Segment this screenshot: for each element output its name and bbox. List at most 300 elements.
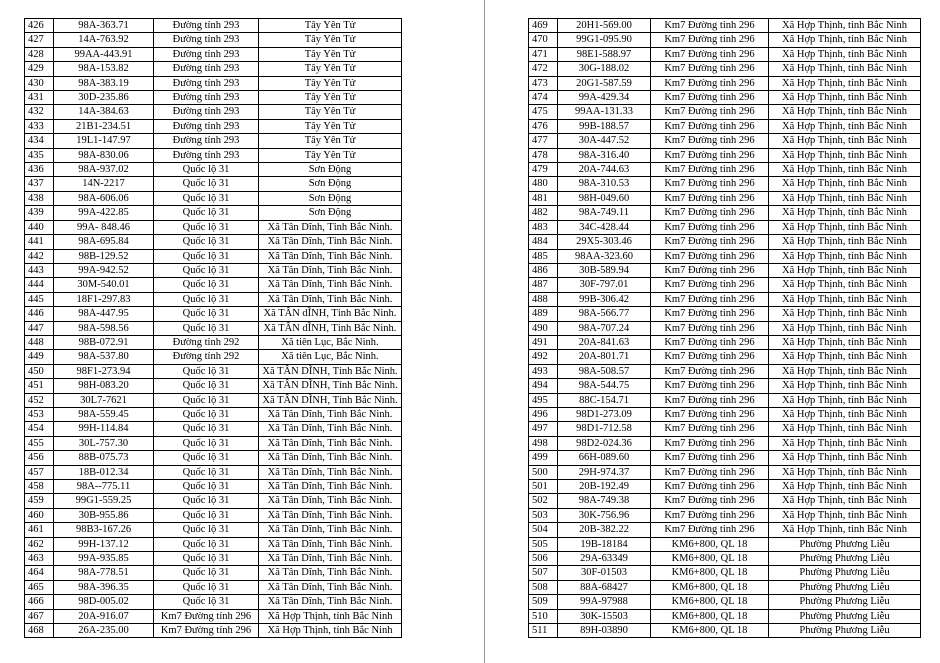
location-cell: Km7 Đường tỉnh 296 [651,436,769,450]
plate-number-cell: 99A-942.52 [54,263,154,277]
row-number-cell: 443 [25,263,54,277]
commune-cell: Xã Hợp Thịnh, tỉnh Bắc Ninh [769,76,921,90]
plate-number-cell: 98B-129.52 [54,249,154,263]
plate-number-cell: 34C-428.44 [558,220,651,234]
commune-cell: Xã Hợp Thịnh, tỉnh Bắc Ninh [769,206,921,220]
table-row [25,47,402,61]
row-number-cell: 473 [529,76,558,90]
row-number-cell: 509 [529,595,558,609]
row-number-cell: 462 [25,537,54,551]
row-number-cell: 447 [25,321,54,335]
plate-number-cell: 98D1-273.09 [558,407,651,421]
commune-cell: Xã Hợp Thịnh, tỉnh Bắc Ninh [769,134,921,148]
plate-number-cell: 98D1-712.58 [558,422,651,436]
commune-cell: Xã Hợp Thịnh, tỉnh Bắc Ninh [259,624,402,638]
table-row [25,278,402,292]
location-cell: Km7 Đường tỉnh 296 [651,335,769,349]
commune-cell: Phường Phương Liễu [769,624,921,638]
commune-cell: Xã Hợp Thịnh, tỉnh Bắc Ninh [769,407,921,421]
location-cell: Quốc lộ 31 [154,407,259,421]
location-cell: Quốc lộ 31 [154,249,259,263]
plate-number-cell: 14A-384.63 [54,105,154,119]
commune-cell: Xã Tân Dĩnh, Tỉnh Bắc Ninh. [259,537,402,551]
table-row [529,407,921,421]
commune-cell: Xã Hợp Thịnh, tỉnh Bắc Ninh [769,393,921,407]
plate-number-cell: 98A-778.51 [54,566,154,580]
row-number-cell: 508 [529,580,558,594]
table-row [529,148,921,162]
row-number-cell: 485 [529,249,558,263]
location-cell: KM6+800, QL 18 [651,580,769,594]
commune-cell: Tây Yên Tử [259,119,402,133]
row-number-cell: 498 [529,436,558,450]
table-row [529,220,921,234]
location-cell: Km7 Đường tỉnh 296 [651,206,769,220]
table-row [529,62,921,76]
table-row [25,249,402,263]
plate-number-cell: 88B-075.73 [54,451,154,465]
table-row [529,350,921,364]
plate-number-cell: 20A-744.63 [558,163,651,177]
table-row [529,235,921,249]
commune-cell: Phường Phương Liễu [769,595,921,609]
location-cell: Km7 Đường tỉnh 296 [651,47,769,61]
row-number-cell: 494 [529,379,558,393]
commune-cell: Xã Hợp Thịnh, tỉnh Bắc Ninh [769,379,921,393]
table-row [529,465,921,479]
row-number-cell: 427 [25,33,54,47]
row-number-cell: 451 [25,379,54,393]
commune-cell: Sơn Động [259,177,402,191]
row-number-cell: 440 [25,220,54,234]
row-number-cell: 480 [529,177,558,191]
location-cell: Km7 Đường tỉnh 296 [651,191,769,205]
location-cell: Km7 Đường tỉnh 296 [651,307,769,321]
commune-cell: Tây Yên Tử [259,62,402,76]
table-row [25,480,402,494]
commune-cell: Xã Tân Dĩnh, Tỉnh Bắc Ninh. [259,595,402,609]
row-number-cell: 455 [25,436,54,450]
table-row [25,451,402,465]
table-row [25,76,402,90]
location-cell: Quốc lộ 31 [154,595,259,609]
location-cell: Đường tỉnh 293 [154,47,259,61]
plate-number-cell: 20H1-569.00 [558,19,651,33]
row-number-cell: 433 [25,119,54,133]
location-cell: Km7 Đường tỉnh 296 [651,393,769,407]
commune-cell: Xã Tân Dĩnh, Tỉnh Bắc Ninh. [259,436,402,450]
commune-cell: Xã Tân Dĩnh, Tỉnh Bắc Ninh. [259,494,402,508]
commune-cell: Xã Hợp Thịnh, tỉnh Bắc Ninh [769,119,921,133]
commune-cell: Tây Yên Tử [259,148,402,162]
table-row [25,379,402,393]
row-number-cell: 472 [529,62,558,76]
table-row [25,177,402,191]
table-row [529,422,921,436]
row-number-cell: 426 [25,19,54,33]
location-cell: Đường tỉnh 292 [154,350,259,364]
left-violation-table [24,18,402,638]
plate-number-cell: 99H-137.12 [54,537,154,551]
plate-number-cell: 30K-15503 [558,609,651,623]
plate-number-cell: 99H-114.84 [54,422,154,436]
row-number-cell: 506 [529,552,558,566]
commune-cell: Xã Hợp Thịnh, tỉnh Bắc Ninh [769,47,921,61]
table-row [529,263,921,277]
commune-cell: Xã TÂN dĨNH, Tỉnh Bắc Ninh. [259,307,402,321]
plate-number-cell: 30F-797.01 [558,278,651,292]
page-divider [484,0,485,663]
plate-number-cell: 30A-447.52 [558,134,651,148]
location-cell: Km7 Đường tỉnh 296 [651,465,769,479]
plate-number-cell: 98D2-024.36 [558,436,651,450]
commune-cell: Tây Yên Tử [259,19,402,33]
commune-cell: Xã Hợp Thịnh, tỉnh Bắc Ninh [769,508,921,522]
table-row [25,91,402,105]
plate-number-cell: 29H-974.37 [558,465,651,479]
commune-cell: Xã Hợp Thịnh, tỉnh Bắc Ninh [769,33,921,47]
location-cell: Km7 Đường tỉnh 296 [651,148,769,162]
commune-cell: Xã Hợp Thịnh, tỉnh Bắc Ninh [769,364,921,378]
row-number-cell: 484 [529,235,558,249]
plate-number-cell: 18B-012.34 [54,465,154,479]
table-row [25,163,402,177]
location-cell: Quốc lộ 31 [154,436,259,450]
location-cell: Km7 Đường tỉnh 296 [651,19,769,33]
row-number-cell: 496 [529,407,558,421]
location-cell: Đường tỉnh 293 [154,119,259,133]
location-cell: Quốc lộ 31 [154,422,259,436]
commune-cell: Xã Tân Dĩnh, Tỉnh Bắc Ninh. [259,292,402,306]
table-row [529,393,921,407]
plate-number-cell: 98A-447.95 [54,307,154,321]
location-cell: Km7 Đường tỉnh 296 [651,364,769,378]
table-row [25,307,402,321]
table-row [529,278,921,292]
row-number-cell: 434 [25,134,54,148]
row-number-cell: 460 [25,508,54,522]
location-cell: Km7 Đường tỉnh 296 [651,163,769,177]
commune-cell: Tây Yên Tử [259,134,402,148]
row-number-cell: 432 [25,105,54,119]
plate-number-cell: 98A-316.40 [558,148,651,162]
location-cell: KM6+800, QL 18 [651,566,769,580]
table-row [529,163,921,177]
location-cell: Quốc lộ 31 [154,292,259,306]
commune-cell: Xã Hợp Thịnh, tỉnh Bắc Ninh [769,436,921,450]
table-row [25,19,402,33]
commune-cell: Xã Tân Dĩnh, Tỉnh Bắc Ninh. [259,263,402,277]
commune-cell: Xã Hợp Thịnh, tỉnh Bắc Ninh [769,105,921,119]
commune-cell: Xã Tân Dĩnh, Tỉnh Bắc Ninh. [259,407,402,421]
location-cell: Km7 Đường tỉnh 296 [651,263,769,277]
location-cell: Km7 Đường tỉnh 296 [651,407,769,421]
row-number-cell: 446 [25,307,54,321]
commune-cell: Xã Hợp Thịnh, tỉnh Bắc Ninh [769,480,921,494]
plate-number-cell: 98A-937.02 [54,163,154,177]
plate-number-cell: 98A-707.24 [558,321,651,335]
row-number-cell: 490 [529,321,558,335]
commune-cell: Xã Hợp Thịnh, tỉnh Bắc Ninh [769,350,921,364]
plate-number-cell: 29X5-303.46 [558,235,651,249]
commune-cell: Xã Hợp Thịnh, tỉnh Bắc Ninh [769,465,921,479]
commune-cell: Xã TÂN DĨNH, Tỉnh Bắc Ninh. [259,393,402,407]
location-cell: Đường tỉnh 293 [154,105,259,119]
table-row [529,494,921,508]
table-row [529,47,921,61]
table-row [25,321,402,335]
location-cell: KM6+800, QL 18 [651,552,769,566]
table-row [25,465,402,479]
commune-cell: Xã TÂN dĨNH, Tỉnh Bắc Ninh. [259,321,402,335]
plate-number-cell: 98A-598.56 [54,321,154,335]
table-row [25,537,402,551]
table-row [529,119,921,133]
table-row [529,335,921,349]
location-cell: Km7 Đường tỉnh 296 [651,350,769,364]
location-cell: Đường tỉnh 293 [154,76,259,90]
row-number-cell: 470 [529,33,558,47]
row-number-cell: 487 [529,278,558,292]
commune-cell: Tây Yên Tử [259,33,402,47]
commune-cell: Xã Hợp Thịnh, tỉnh Bắc Ninh [769,220,921,234]
commune-cell: Xã Hợp Thịnh, tỉnh Bắc Ninh [769,163,921,177]
commune-cell: Xã Hợp Thịnh, tỉnh Bắc Ninh [769,263,921,277]
row-number-cell: 481 [529,191,558,205]
table-row [529,508,921,522]
location-cell: Quốc lộ 31 [154,379,259,393]
location-cell: Quốc lộ 31 [154,566,259,580]
table-row [529,321,921,335]
table-row [25,134,402,148]
table-row [25,62,402,76]
plate-number-cell: 98A-544.75 [558,379,651,393]
plate-number-cell: 99AA-131.33 [558,105,651,119]
plate-number-cell: 30L7-7621 [54,393,154,407]
commune-cell: Xã Hợp Thịnh, tỉnh Bắc Ninh [769,494,921,508]
row-number-cell: 500 [529,465,558,479]
plate-number-cell: 99G1-559.25 [54,494,154,508]
plate-number-cell: 30G-188.02 [558,62,651,76]
location-cell: Đường tỉnh 293 [154,148,259,162]
commune-cell: Xã Tân Dĩnh, Tỉnh Bắc Ninh. [259,220,402,234]
row-number-cell: 488 [529,292,558,306]
location-cell: Km7 Đường tỉnh 296 [651,278,769,292]
commune-cell: Xã Tân Dĩnh, Tỉnh Bắc Ninh. [259,566,402,580]
row-number-cell: 482 [529,206,558,220]
plate-number-cell: 98E1-588.97 [558,47,651,61]
location-cell: Km7 Đường tỉnh 296 [651,119,769,133]
commune-cell: Xã Tân Dĩnh, Tỉnh Bắc Ninh. [259,249,402,263]
commune-cell: Phường Phương Liễu [769,580,921,594]
table-row [25,609,402,623]
row-number-cell: 428 [25,47,54,61]
table-row [25,436,402,450]
location-cell: Quốc lộ 31 [154,537,259,551]
row-number-cell: 452 [25,393,54,407]
table-row [529,105,921,119]
commune-cell: Tây Yên Tử [259,47,402,61]
row-number-cell: 493 [529,364,558,378]
commune-cell: Xã Hợp Thịnh, tỉnh Bắc Ninh [769,177,921,191]
location-cell: Đường tỉnh 292 [154,335,259,349]
location-cell: Quốc lộ 31 [154,220,259,234]
plate-number-cell: 88A-68427 [558,580,651,594]
right-violation-table [528,18,921,638]
table-row [529,134,921,148]
location-cell: KM6+800, QL 18 [651,609,769,623]
plate-number-cell: 98A--775.11 [54,480,154,494]
table-row [25,407,402,421]
plate-number-cell: 20B-192.49 [558,480,651,494]
plate-number-cell: 66H-089.60 [558,451,651,465]
commune-cell: Sơn Động [259,191,402,205]
commune-cell: Xã Hợp Thịnh, tỉnh Bắc Ninh [769,278,921,292]
row-number-cell: 450 [25,364,54,378]
table-row [25,148,402,162]
commune-cell: Tây Yên Tử [259,105,402,119]
commune-cell: Xã Hợp Thịnh, tỉnh Bắc Ninh [769,235,921,249]
plate-number-cell: 99A- 848.46 [54,220,154,234]
table-row [529,191,921,205]
plate-number-cell: 99A-935.85 [54,552,154,566]
location-cell: Quốc lộ 31 [154,508,259,522]
plate-number-cell: 30D-235.86 [54,91,154,105]
plate-number-cell: 98A-559.45 [54,407,154,421]
plate-number-cell: 99B-306.42 [558,292,651,306]
location-cell: Đường tỉnh 293 [154,19,259,33]
row-number-cell: 429 [25,62,54,76]
table-row [25,552,402,566]
row-number-cell: 457 [25,465,54,479]
table-row [25,580,402,594]
table-row [529,292,921,306]
location-cell: Quốc lộ 31 [154,465,259,479]
table-row [25,33,402,47]
commune-cell: Xã tiên Lục, Bắc Ninh. [259,350,402,364]
table-row [25,422,402,436]
row-number-cell: 436 [25,163,54,177]
plate-number-cell: 29A-63349 [558,552,651,566]
plate-number-cell: 26A-235.00 [54,624,154,638]
table-row [529,76,921,90]
plate-number-cell: 98AA-323.60 [558,249,651,263]
plate-number-cell: 98A-508.57 [558,364,651,378]
table-row [25,206,402,220]
table-row [529,451,921,465]
plate-number-cell: 99G1-095.90 [558,33,651,47]
row-number-cell: 468 [25,624,54,638]
location-cell: Km7 Đường tỉnh 296 [651,105,769,119]
plate-number-cell: 14N-2217 [54,177,154,191]
location-cell: Quốc lộ 31 [154,494,259,508]
plate-number-cell: 98A-537.80 [54,350,154,364]
plate-number-cell: 98A-830.06 [54,148,154,162]
table-row [25,105,402,119]
row-number-cell: 476 [529,119,558,133]
plate-number-cell: 20A-841.63 [558,335,651,349]
commune-cell: Xã Hợp Thịnh, tỉnh Bắc Ninh [769,62,921,76]
commune-cell: Xã Hợp Thịnh, tỉnh Bắc Ninh [769,91,921,105]
plate-number-cell: 99A-97988 [558,595,651,609]
commune-cell: Xã Hợp Thịnh, tỉnh Bắc Ninh [769,307,921,321]
row-number-cell: 459 [25,494,54,508]
row-number-cell: 439 [25,206,54,220]
location-cell: Km7 Đường tỉnh 296 [651,422,769,436]
location-cell: Km7 Đường tỉnh 296 [651,321,769,335]
location-cell: Km7 Đường tỉnh 296 [651,62,769,76]
plate-number-cell: 98A-695.84 [54,235,154,249]
plate-number-cell: 98A-566.77 [558,307,651,321]
row-number-cell: 507 [529,566,558,580]
table-row [529,91,921,105]
row-number-cell: 469 [529,19,558,33]
plate-number-cell: 30M-540.01 [54,278,154,292]
row-number-cell: 453 [25,407,54,421]
location-cell: KM6+800, QL 18 [651,624,769,638]
plate-number-cell: 98H-083.20 [54,379,154,393]
table-row [25,508,402,522]
plate-number-cell: 98A-606.06 [54,191,154,205]
table-row [25,235,402,249]
table-row [529,624,921,638]
table-row [25,220,402,234]
row-number-cell: 456 [25,451,54,465]
commune-cell: Phường Phương Liễu [769,609,921,623]
table-row [25,292,402,306]
commune-cell: Xã Tân Dĩnh, Tỉnh Bắc Ninh. [259,523,402,537]
plate-number-cell: 14A-763.92 [54,33,154,47]
location-cell: Km7 Đường tỉnh 296 [651,76,769,90]
table-row [25,595,402,609]
table-row [529,249,921,263]
commune-cell: Xã Hợp Thịnh, tỉnh Bắc Ninh [769,249,921,263]
plate-number-cell: 98A-383.19 [54,76,154,90]
row-number-cell: 478 [529,148,558,162]
location-cell: Km7 Đường tỉnh 296 [651,220,769,234]
location-cell: Quốc lộ 31 [154,177,259,191]
location-cell: Quốc lộ 31 [154,451,259,465]
table-row [529,364,921,378]
table-row [529,19,921,33]
commune-cell: Tây Yên Tử [259,76,402,90]
plate-number-cell: 20A-916.07 [54,609,154,623]
location-cell: Quốc lộ 31 [154,278,259,292]
table-row [25,566,402,580]
table-row [529,552,921,566]
table-row [25,263,402,277]
row-number-cell: 448 [25,335,54,349]
table-row [529,480,921,494]
commune-cell: Xã TÂN DĨNH, Tỉnh Bắc Ninh. [259,364,402,378]
table-row [529,523,921,537]
row-number-cell: 461 [25,523,54,537]
commune-cell: Sơn Động [259,206,402,220]
plate-number-cell: 20A-801.71 [558,350,651,364]
table-row [25,364,402,378]
row-number-cell: 464 [25,566,54,580]
location-cell: Km7 Đường tỉnh 296 [651,91,769,105]
location-cell: Km7 Đường tỉnh 296 [651,494,769,508]
table-row [529,307,921,321]
commune-cell: Xã Hợp Thịnh, tỉnh Bắc Ninh [769,321,921,335]
row-number-cell: 458 [25,480,54,494]
commune-cell: Tây Yên Tử [259,91,402,105]
row-number-cell: 503 [529,508,558,522]
commune-cell: Xã Hợp Thịnh, tỉnh Bắc Ninh [769,523,921,537]
row-number-cell: 497 [529,422,558,436]
location-cell: Km7 Đường tỉnh 296 [651,379,769,393]
